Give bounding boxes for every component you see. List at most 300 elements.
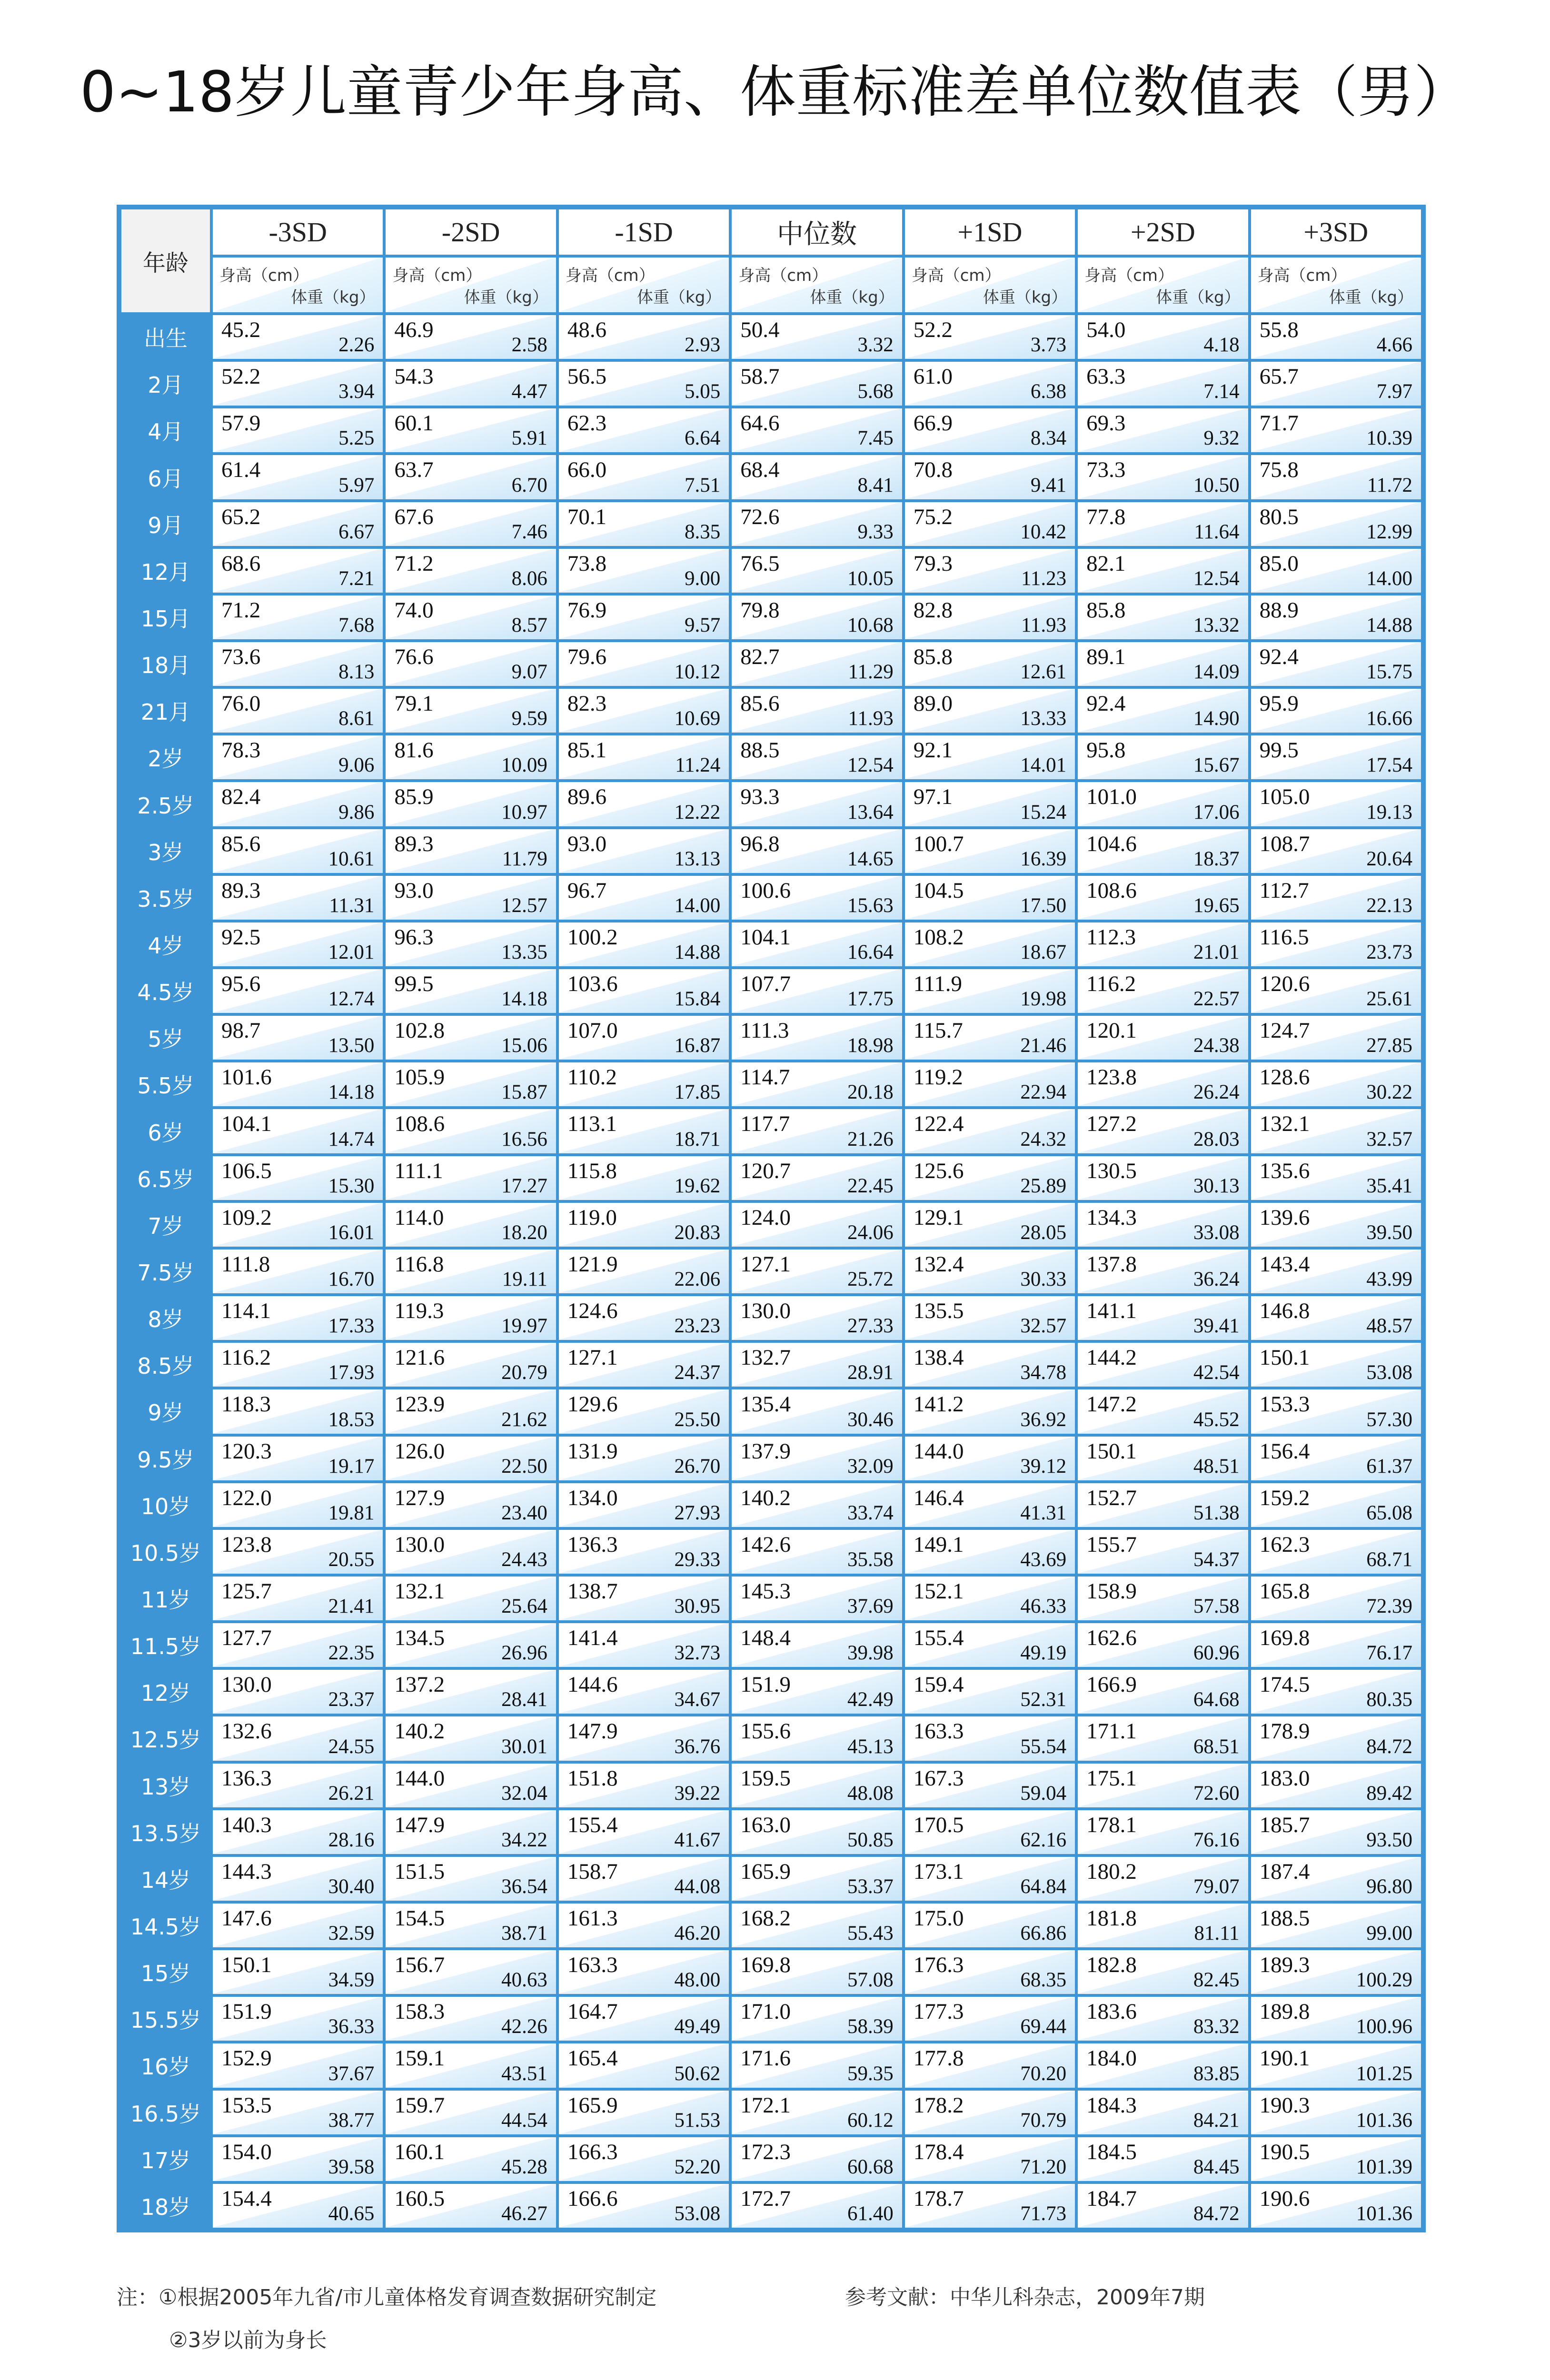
table-cell: [559, 689, 729, 733]
height-value: 132.6: [221, 1719, 272, 1744]
weight-value: 53.37: [847, 1875, 894, 1898]
age-cell: 13.5岁: [121, 1810, 210, 1854]
height-value: 85.1: [567, 738, 607, 763]
height-value: 178.2: [913, 2092, 964, 2118]
height-value: 158.9: [1086, 1578, 1137, 1604]
age-cell: 2岁: [121, 735, 210, 779]
height-value: 82.7: [740, 645, 780, 670]
weight-value: 49.49: [674, 2015, 721, 2038]
table-cell: [905, 2043, 1075, 2087]
height-value: 152.1: [913, 1578, 964, 1604]
height-value: 168.2: [740, 1905, 791, 1931]
height-value: 140.2: [394, 1719, 445, 1744]
height-value: 104.1: [740, 924, 791, 950]
height-value: 108.6: [1086, 878, 1137, 903]
height-value: 164.7: [567, 1999, 618, 2024]
weight-value: 70.79: [1020, 2109, 1067, 2132]
weight-value: 60.96: [1193, 1642, 1240, 1665]
weight-value: 55.54: [1020, 1735, 1067, 1758]
weight-value: 23.37: [328, 1688, 375, 1711]
table-cell: [1251, 1389, 1421, 1433]
weight-value: 24.32: [1020, 1128, 1067, 1150]
table-cell: [1078, 1577, 1248, 1620]
age-cell: 10岁: [121, 1483, 210, 1527]
table-cell: [386, 1156, 556, 1200]
weight-value: 7.14: [1203, 380, 1240, 403]
height-value: 145.3: [740, 1578, 791, 1604]
weight-value: 30.01: [501, 1735, 547, 1758]
age-cell: 17岁: [121, 2137, 210, 2181]
age-cell: 15月: [121, 595, 210, 639]
table-cell: [1251, 1670, 1421, 1714]
weight-value: 17.85: [674, 1081, 721, 1104]
table-cell: [559, 1250, 729, 1293]
weight-label: 体重（kg）: [464, 288, 548, 307]
weight-value: 22.57: [1193, 988, 1240, 1011]
weight-value: 16.56: [501, 1128, 547, 1150]
weight-value: 96.80: [1366, 1875, 1412, 1898]
weight-value: 60.12: [847, 2109, 894, 2132]
table-cell: [559, 1016, 729, 1060]
height-value: 82.4: [221, 784, 261, 810]
height-value: 163.3: [567, 1953, 618, 1978]
table-cell: [1251, 1343, 1421, 1387]
table-cell: [1251, 2091, 1421, 2134]
weight-value: 84.45: [1193, 2155, 1240, 2178]
table-cell: [905, 1530, 1075, 1574]
weight-value: 65.08: [1366, 1501, 1412, 1524]
table-cell: [732, 735, 902, 779]
height-value: 139.6: [1259, 1205, 1310, 1230]
table-cell: [1251, 362, 1421, 406]
weight-value: 6.64: [685, 427, 721, 450]
weight-value: 46.27: [501, 2202, 547, 2225]
height-value: 116.2: [1086, 972, 1136, 997]
table-cell: [386, 1530, 556, 1574]
height-value: 102.8: [394, 1018, 445, 1043]
note-length: ②3岁以前为身长: [169, 2328, 327, 2352]
table-cell: [1078, 1623, 1248, 1667]
height-value: 119.0: [567, 1205, 617, 1230]
weight-value: 11.31: [329, 894, 375, 917]
height-value: 111.9: [913, 972, 962, 997]
table-cell: [1251, 782, 1421, 826]
weight-value: 14.18: [501, 988, 547, 1011]
table-cell: [1251, 1109, 1421, 1153]
table-cell: [213, 1997, 383, 2041]
weight-value: 30.46: [847, 1408, 894, 1431]
weight-value: 19.98: [1020, 988, 1067, 1011]
weight-value: 2.26: [338, 334, 375, 357]
height-value: 125.6: [913, 1158, 964, 1183]
table-cell: [1251, 1437, 1421, 1480]
height-value: 92.4: [1086, 691, 1126, 716]
table-cell: [386, 315, 556, 359]
weight-value: 17.75: [847, 988, 894, 1011]
age-cell: 3岁: [121, 829, 210, 873]
table-cell: [905, 969, 1075, 1013]
table-cell: [905, 1062, 1075, 1106]
table-cell: [559, 876, 729, 920]
height-value: 183.0: [1259, 1765, 1310, 1791]
table-cell: [213, 922, 383, 966]
weight-value: 62.16: [1020, 1828, 1067, 1851]
table-cell: [386, 1016, 556, 1060]
height-value: 129.1: [913, 1205, 964, 1230]
weight-value: 57.30: [1366, 1408, 1412, 1431]
table-cell: [1251, 689, 1421, 733]
weight-value: 14.18: [328, 1081, 375, 1104]
weight-value: 25.50: [674, 1408, 721, 1431]
table-cell: [905, 1670, 1075, 1714]
table-cell: [386, 1062, 556, 1106]
table-cell: [559, 922, 729, 966]
height-value: 183.6: [1086, 1999, 1137, 2024]
weight-value: 89.42: [1366, 1782, 1412, 1805]
height-value: 144.0: [394, 1765, 445, 1791]
height-value: 112.7: [1259, 878, 1309, 903]
age-cell: 11岁: [121, 1577, 210, 1620]
table-cell: [559, 1904, 729, 1947]
weight-value: 20.64: [1366, 847, 1412, 870]
age-cell: 5岁: [121, 1016, 210, 1060]
weight-value: 20.18: [847, 1081, 894, 1104]
table-cell: [559, 2184, 729, 2228]
table-cell: [213, 595, 383, 639]
height-value: 85.0: [1259, 551, 1299, 576]
table-cell: [1078, 1530, 1248, 1574]
height-value: 153.5: [221, 2092, 272, 2118]
weight-value: 6.38: [1030, 380, 1067, 403]
weight-value: 30.40: [328, 1875, 375, 1898]
table-cell: [1078, 1764, 1248, 1807]
table-cell: [905, 2091, 1075, 2134]
weight-value: 19.81: [328, 1501, 375, 1524]
weight-value: 28.03: [1193, 1128, 1240, 1150]
table-cell: [559, 1437, 729, 1480]
height-value: 151.8: [567, 1765, 618, 1791]
weight-value: 72.39: [1366, 1595, 1412, 1618]
table-cell: [1078, 1062, 1248, 1106]
table-cell: [905, 1716, 1075, 1760]
height-value: 79.8: [740, 597, 780, 623]
age-cell: 21月: [121, 689, 210, 733]
table-cell: [1251, 2184, 1421, 2228]
age-cell: 7.5岁: [121, 1250, 210, 1293]
table-cell: [732, 829, 902, 873]
weight-value: 46.20: [674, 1922, 721, 1945]
table-cell: [732, 455, 902, 499]
age-cell: 8.5岁: [121, 1343, 210, 1387]
table-cell: [732, 1716, 902, 1760]
height-value: 127.1: [740, 1251, 791, 1277]
height-value: 156.7: [394, 1953, 445, 1978]
height-value: 63.7: [394, 457, 434, 483]
age-cell: 出生: [121, 315, 210, 359]
height-value: 127.2: [1086, 1111, 1137, 1137]
table-cell: [1078, 922, 1248, 966]
weight-value: 16.66: [1366, 707, 1412, 730]
weight-value: 11.29: [848, 661, 894, 684]
table-cell: [1078, 2043, 1248, 2087]
table-cell: [559, 362, 729, 406]
height-value: 175.1: [1086, 1765, 1137, 1791]
height-value: 153.3: [1259, 1392, 1310, 1417]
height-value: 66.0: [567, 457, 607, 483]
weight-value: 30.95: [674, 1595, 721, 1618]
table-cell: [559, 1062, 729, 1106]
table-cell: [559, 1997, 729, 2041]
table-cell: [213, 689, 383, 733]
weight-value: 64.68: [1193, 1688, 1240, 1711]
height-value: 74.0: [394, 597, 434, 623]
weight-value: 7.46: [511, 520, 547, 543]
weight-value: 51.53: [674, 2109, 721, 2132]
height-value: 54.3: [394, 364, 434, 389]
table-cell: [386, 1904, 556, 1947]
growth-standard-table: [117, 205, 1426, 2232]
height-value: 150.1: [221, 1953, 272, 1978]
table-cell: [559, 1389, 729, 1433]
weight-value: 16.64: [847, 941, 894, 964]
table-cell: [213, 1016, 383, 1060]
weight-value: 15.63: [847, 894, 894, 917]
table-cell: [1251, 735, 1421, 779]
age-cell: 8岁: [121, 1296, 210, 1340]
height-value: 132.1: [394, 1578, 445, 1604]
weight-value: 39.41: [1193, 1315, 1240, 1338]
table-cell: [213, 1764, 383, 1807]
table-cell: [213, 1483, 383, 1527]
height-value: 107.7: [740, 972, 791, 997]
weight-value: 39.22: [674, 1782, 721, 1805]
table-cell: [732, 1857, 902, 1901]
table-cell: [559, 408, 729, 452]
table-cell: [386, 1250, 556, 1293]
table-cell: [559, 502, 729, 546]
weight-value: 45.52: [1193, 1408, 1240, 1431]
table-cell: [1251, 1577, 1421, 1620]
weight-value: 45.28: [501, 2155, 547, 2178]
height-value: 64.6: [740, 411, 780, 436]
weight-value: 52.31: [1020, 1688, 1067, 1711]
table-cell: [213, 1577, 383, 1620]
table-cell: [1078, 1716, 1248, 1760]
table-cell: [386, 829, 556, 873]
height-value: 130.0: [221, 1672, 272, 1697]
weight-value: 28.16: [328, 1828, 375, 1851]
table-cell: [1251, 876, 1421, 920]
weight-value: 39.58: [328, 2155, 375, 2178]
table-cell: [1251, 1483, 1421, 1527]
weight-value: 15.24: [1020, 801, 1067, 823]
height-value: 166.9: [1086, 1672, 1137, 1697]
height-value: 135.5: [913, 1299, 964, 1324]
weight-label: 体重（kg）: [1329, 288, 1413, 307]
height-value: 147.9: [394, 1812, 445, 1837]
height-value: 85.6: [221, 831, 261, 856]
weight-value: 32.09: [847, 1455, 894, 1478]
height-value: 73.3: [1086, 457, 1126, 483]
table-cell: [213, 1062, 383, 1106]
table-cell: [905, 408, 1075, 452]
weight-value: 17.27: [501, 1174, 547, 1197]
table-cell: [386, 2137, 556, 2181]
table-cell: [905, 1904, 1075, 1947]
height-value: 190.3: [1259, 2092, 1310, 2118]
height-value: 151.9: [740, 1672, 791, 1697]
weight-value: 24.38: [1193, 1034, 1240, 1057]
height-value: 155.6: [740, 1719, 791, 1744]
height-value: 99.5: [394, 972, 434, 997]
weight-value: 36.24: [1193, 1268, 1240, 1291]
height-value: 124.7: [1259, 1018, 1310, 1043]
weight-value: 11.24: [675, 754, 721, 777]
weight-value: 18.20: [501, 1221, 547, 1244]
table-cell: [1251, 2137, 1421, 2181]
weight-value: 5.68: [857, 380, 894, 403]
height-value: 178.7: [913, 2186, 964, 2211]
weight-value: 38.71: [501, 1922, 547, 1945]
height-value: 146.4: [913, 1485, 964, 1510]
weight-value: 22.45: [847, 1174, 894, 1197]
weight-value: 3.73: [1030, 334, 1067, 357]
height-value: 152.7: [1086, 1485, 1137, 1510]
weight-value: 15.87: [501, 1081, 547, 1104]
table-cell: [386, 1857, 556, 1901]
height-value: 184.7: [1086, 2186, 1137, 2211]
age-cell: 14岁: [121, 1857, 210, 1901]
height-label: 身高（cm）: [219, 266, 309, 285]
table-cell: [386, 1203, 556, 1247]
height-value: 178.9: [1259, 1719, 1310, 1744]
weight-value: 8.57: [511, 614, 547, 637]
height-value: 123.8: [221, 1532, 272, 1557]
weight-value: 18.53: [328, 1408, 375, 1431]
height-value: 100.7: [913, 831, 964, 856]
table-cell: [213, 549, 383, 593]
weight-value: 69.44: [1020, 2015, 1067, 2038]
height-value: 159.4: [913, 1672, 964, 1697]
table-cell: [386, 1670, 556, 1714]
age-cell: 9岁: [121, 1389, 210, 1433]
height-value: 46.9: [394, 317, 434, 342]
weight-value: 10.12: [674, 661, 721, 684]
height-value: 100.6: [740, 878, 791, 903]
table-cell: [732, 549, 902, 593]
table-cell: [732, 362, 902, 406]
sd-column-header: -2SD: [386, 209, 556, 255]
weight-value: 68.71: [1366, 1548, 1412, 1571]
table-cell: [386, 1577, 556, 1620]
height-value: 140.2: [740, 1485, 791, 1510]
height-value: 136.3: [221, 1765, 272, 1791]
height-value: 144.0: [913, 1438, 964, 1464]
height-value: 107.0: [567, 1018, 618, 1043]
table-cell: [732, 969, 902, 1013]
table-cell: [732, 1016, 902, 1060]
table-cell: [732, 1343, 902, 1387]
height-value: 141.4: [567, 1626, 618, 1651]
height-value: 76.5: [740, 551, 780, 576]
table-cell: [213, 876, 383, 920]
height-value: 71.2: [394, 551, 434, 576]
table-cell: [905, 315, 1075, 359]
height-value: 92.4: [1259, 645, 1299, 670]
table-cell: [905, 1577, 1075, 1620]
height-value: 69.3: [1086, 411, 1126, 436]
weight-value: 22.94: [1020, 1081, 1067, 1104]
weight-value: 12.54: [847, 754, 894, 777]
weight-value: 14.00: [1366, 567, 1412, 590]
weight-value: 29.33: [674, 1548, 721, 1571]
table-cell: [1078, 1016, 1248, 1060]
age-cell: 15岁: [121, 1950, 210, 1994]
weight-value: 14.74: [328, 1128, 375, 1150]
height-value: 82.8: [913, 597, 953, 623]
height-value: 82.3: [567, 691, 607, 716]
weight-value: 8.13: [338, 661, 375, 684]
weight-value: 21.62: [501, 1408, 547, 1431]
age-cell: 16.5岁: [121, 2091, 210, 2134]
table-cell: [905, 1156, 1075, 1200]
weight-value: 48.51: [1193, 1455, 1240, 1478]
table-cell: [1251, 829, 1421, 873]
table-cell: [1251, 1296, 1421, 1340]
table-cell: [732, 2043, 902, 2087]
weight-value: 11.23: [1021, 567, 1067, 590]
weight-value: 35.58: [847, 1548, 894, 1571]
weight-value: 4.18: [1203, 334, 1240, 357]
table-cell: [732, 2137, 902, 2181]
table-cell: [559, 642, 729, 686]
weight-value: 8.34: [1030, 427, 1067, 450]
height-value: 61.0: [913, 364, 953, 389]
height-value: 111.3: [740, 1018, 789, 1043]
table-cell: [386, 1296, 556, 1340]
weight-value: 32.57: [1020, 1315, 1067, 1338]
weight-value: 18.98: [847, 1034, 894, 1057]
table-cell: [213, 1109, 383, 1153]
height-value: 135.6: [1259, 1158, 1310, 1183]
table-cell: [386, 1716, 556, 1760]
weight-value: 36.33: [328, 2015, 375, 2038]
height-value: 134.0: [567, 1485, 618, 1510]
weight-value: 15.75: [1366, 661, 1412, 684]
table-cell: [213, 1389, 383, 1433]
weight-value: 59.04: [1020, 1782, 1067, 1805]
weight-value: 7.97: [1376, 380, 1412, 403]
weight-value: 21.41: [328, 1595, 375, 1618]
table-cell: [1078, 642, 1248, 686]
weight-value: 21.01: [1193, 941, 1240, 964]
height-value: 132.4: [913, 1251, 964, 1277]
table-cell: [213, 1530, 383, 1574]
table-cell: [1251, 1203, 1421, 1247]
weight-value: 36.92: [1020, 1408, 1067, 1431]
weight-value: 7.68: [338, 614, 375, 637]
height-label: 身高（cm）: [1084, 266, 1174, 285]
height-value: 85.8: [913, 645, 953, 670]
weight-value: 45.13: [847, 1735, 894, 1758]
height-value: 115.8: [567, 1158, 617, 1183]
weight-value: 34.22: [501, 1828, 547, 1851]
weight-value: 99.00: [1366, 1922, 1412, 1945]
weight-value: 14.01: [1020, 754, 1067, 777]
table-cell: [732, 502, 902, 546]
weight-value: 27.33: [847, 1315, 894, 1338]
table-cell: [1251, 1857, 1421, 1901]
